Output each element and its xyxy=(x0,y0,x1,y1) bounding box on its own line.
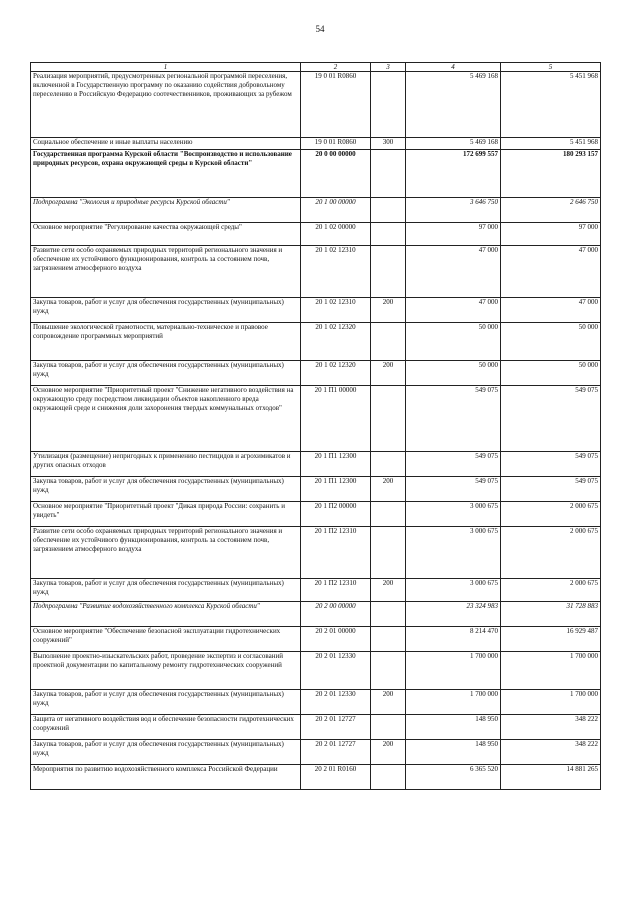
header-col-5: 5 xyxy=(501,63,601,72)
row-name-cell: Повышение экологической грамотности, материально-техническое и правовое сопровождение программных мероприятий xyxy=(31,323,301,361)
row-value-2021-cell: 14 881 265 xyxy=(501,765,601,790)
table-row xyxy=(31,652,601,690)
row-value-2020-cell: 3 000 675 xyxy=(406,579,501,602)
row-value-2020-cell: 5 469 168 xyxy=(406,72,501,138)
row-value-2021-cell: 2 000 675 xyxy=(501,502,601,527)
table-row xyxy=(31,361,601,386)
row-value-2020-cell: 8 214 470 xyxy=(406,627,501,652)
row-name-cell: Основное мероприятие "Обеспечение безопасной эксплуатации гидротехнических сооружений" xyxy=(31,627,301,652)
row-name-cell: Основное мероприятие "Приоритетный проект "Дикая природа России: сохранить и увидеть" xyxy=(31,502,301,527)
row-name-cell: Защита от негативного воздействия вод и обеспечение безопасности гидротехнических сооружений xyxy=(31,715,301,740)
table-row xyxy=(31,386,601,452)
row-name-cell: Социальное обеспечение и иные выплаты населению xyxy=(31,138,301,150)
row-code-cell: 20 2 01 12330 xyxy=(301,690,371,715)
table-row xyxy=(31,150,601,198)
row-code-cell: 20 1 02 12310 xyxy=(301,298,371,323)
header-row xyxy=(31,63,601,72)
row-value-2020-cell: 3 646 750 xyxy=(406,198,501,223)
row-code-cell: 20 1 00 00000 xyxy=(301,198,371,223)
row-code-cell: 20 2 00 00000 xyxy=(301,602,371,627)
row-group-cell xyxy=(371,386,406,452)
row-value-2021-cell: 348 222 xyxy=(501,715,601,740)
row-value-2021-cell: 180 293 157 xyxy=(501,150,601,198)
row-group-cell: 300 xyxy=(371,138,406,150)
table-row xyxy=(31,765,601,790)
row-name-cell: Закупка товаров, работ и услуг для обеспечения государственных (муниципальных) нужд xyxy=(31,361,301,386)
row-code-cell: 20 1 02 00000 xyxy=(301,223,371,246)
row-group-cell xyxy=(371,602,406,627)
row-value-2021-cell: 50 000 xyxy=(501,323,601,361)
row-value-2020-cell: 6 365 520 xyxy=(406,765,501,790)
row-value-2020-cell: 148 950 xyxy=(406,740,501,765)
table-row xyxy=(31,715,601,740)
table-row xyxy=(31,740,601,765)
row-value-2020-cell: 23 324 983 xyxy=(406,602,501,627)
row-value-2021-cell: 47 000 xyxy=(501,298,601,323)
row-value-2021-cell: 16 929 487 xyxy=(501,627,601,652)
row-group-cell: 200 xyxy=(371,298,406,323)
table-row xyxy=(31,323,601,361)
row-value-2020-cell: 3 000 675 xyxy=(406,527,501,579)
row-name-cell: Подпрограмма "Экология и природные ресурсы Курской области" xyxy=(31,198,301,223)
row-value-2021-cell: 549 075 xyxy=(501,386,601,452)
page-number: 54 xyxy=(315,24,325,34)
table-row xyxy=(31,138,601,150)
table-row xyxy=(31,223,601,246)
row-value-2020-cell: 1 700 000 xyxy=(406,652,501,690)
table-row xyxy=(31,579,601,602)
row-code-cell: 19 0 01 R0860 xyxy=(301,138,371,150)
table-row xyxy=(31,627,601,652)
row-value-2020-cell: 97 000 xyxy=(406,223,501,246)
row-group-cell xyxy=(371,502,406,527)
row-code-cell: 20 2 01 12727 xyxy=(301,740,371,765)
row-group-cell xyxy=(371,715,406,740)
row-value-2021-cell: 31 728 883 xyxy=(501,602,601,627)
row-group-cell xyxy=(371,652,406,690)
row-value-2021-cell: 2 000 675 xyxy=(501,527,601,579)
row-value-2020-cell: 549 075 xyxy=(406,452,501,477)
row-code-cell: 20 0 00 00000 xyxy=(301,150,371,198)
row-code-cell: 20 2 01 R0160 xyxy=(301,765,371,790)
table-row xyxy=(31,690,601,715)
row-value-2020-cell: 549 075 xyxy=(406,477,501,502)
row-code-cell: 20 1 П2 12310 xyxy=(301,579,371,602)
row-name-cell: Развитие сети особо охраняемых природных территорий регионального значения и обеспечение их устойчивого функционирования, контроль за состоянием почв, загрязнением атмосферного воздуха xyxy=(31,527,301,579)
row-value-2020-cell: 47 000 xyxy=(406,298,501,323)
row-group-cell: 200 xyxy=(371,361,406,386)
row-group-cell: 200 xyxy=(371,579,406,602)
row-value-2021-cell: 5 451 968 xyxy=(501,72,601,138)
row-group-cell xyxy=(371,223,406,246)
row-group-cell: 200 xyxy=(371,740,406,765)
row-code-cell: 20 2 01 12727 xyxy=(301,715,371,740)
row-code-cell: 20 1 П2 12310 xyxy=(301,527,371,579)
row-code-cell: 20 1 П1 00000 xyxy=(301,386,371,452)
row-value-2020-cell: 1 700 000 xyxy=(406,690,501,715)
row-value-2020-cell: 50 000 xyxy=(406,323,501,361)
row-name-cell: Подпрограмма "Развитие водохозяйственного комплекса Курской области" xyxy=(31,602,301,627)
table-row xyxy=(31,452,601,477)
row-code-cell: 19 0 01 R0860 xyxy=(301,72,371,138)
row-code-cell: 20 1 02 12320 xyxy=(301,361,371,386)
row-value-2021-cell: 549 075 xyxy=(501,477,601,502)
row-value-2021-cell: 1 700 000 xyxy=(501,652,601,690)
table-row xyxy=(31,502,601,527)
header-col-1: 1 xyxy=(31,63,301,72)
row-value-2020-cell: 549 075 xyxy=(406,386,501,452)
row-value-2020-cell: 5 469 168 xyxy=(406,138,501,150)
row-name-cell: Государственная программа Курской области "Воспроизводство и использование природных ресурсов, охрана окружающей среды в Курской области" xyxy=(31,150,301,198)
row-group-cell: 200 xyxy=(371,477,406,502)
row-value-2021-cell: 348 222 xyxy=(501,740,601,765)
row-group-cell: 200 xyxy=(371,690,406,715)
row-code-cell: 20 2 01 00000 xyxy=(301,627,371,652)
row-name-cell: Основное мероприятие "Регулирование качества окружающей среды" xyxy=(31,223,301,246)
row-value-2020-cell: 50 000 xyxy=(406,361,501,386)
row-code-cell: 20 1 П1 12300 xyxy=(301,477,371,502)
row-group-cell xyxy=(371,527,406,579)
table-row xyxy=(31,72,601,138)
row-value-2021-cell: 50 000 xyxy=(501,361,601,386)
table-row xyxy=(31,527,601,579)
row-code-cell: 20 1 02 12320 xyxy=(301,323,371,361)
row-name-cell: Закупка товаров, работ и услуг для обеспечения государственных (муниципальных) нужд xyxy=(31,298,301,323)
row-group-cell xyxy=(371,198,406,223)
row-name-cell: Закупка товаров, работ и услуг для обеспечения государственных (муниципальных) нужд xyxy=(31,579,301,602)
row-group-cell xyxy=(371,323,406,361)
row-value-2020-cell: 148 950 xyxy=(406,715,501,740)
row-code-cell: 20 1 02 12310 xyxy=(301,246,371,298)
row-value-2021-cell: 2 000 675 xyxy=(501,579,601,602)
row-code-cell: 20 1 П1 12300 xyxy=(301,452,371,477)
row-name-cell: Основное мероприятие "Приоритетный проект "Снижение негативного воздействия на окружающую среду посредством ликвидации объектов накопленного вреда окружающей среде и снижения доли захоронения твердых коммунальных отходов" xyxy=(31,386,301,452)
row-name-cell: Утилизация (размещение) непригодных к применению пестицидов и агрохимикатов и других опасных отходов xyxy=(31,452,301,477)
table-row xyxy=(31,298,601,323)
row-value-2021-cell: 1 700 000 xyxy=(501,690,601,715)
row-value-2021-cell: 549 075 xyxy=(501,452,601,477)
row-value-2020-cell: 172 699 557 xyxy=(406,150,501,198)
row-group-cell xyxy=(371,72,406,138)
row-name-cell: Развитие сети особо охраняемых природных территорий регионального значения и обеспечение их устойчивого функционирования, контроль за состоянием почв, загрязнением атмосферного воздуха xyxy=(31,246,301,298)
row-value-2020-cell: 47 000 xyxy=(406,246,501,298)
row-name-cell: Выполнение проектно-изыскательских работ, проведение экспертиз и согласований проектной документации по капитальному ремонту гидротехнических сооружений xyxy=(31,652,301,690)
table-row xyxy=(31,198,601,223)
row-group-cell xyxy=(371,150,406,198)
row-name-cell: Закупка товаров, работ и услуг для обеспечения государственных (муниципальных) нужд xyxy=(31,477,301,502)
row-group-cell xyxy=(371,627,406,652)
row-code-cell: 20 1 П2 00000 xyxy=(301,502,371,527)
budget-table xyxy=(30,62,601,790)
row-value-2021-cell: 2 646 750 xyxy=(501,198,601,223)
row-name-cell: Закупка товаров, работ и услуг для обеспечения государственных (муниципальных) нужд xyxy=(31,740,301,765)
row-group-cell xyxy=(371,452,406,477)
row-group-cell xyxy=(371,765,406,790)
row-name-cell: Реализация мероприятий, предусмотренных региональной программой переселения, включенной в Государственную программу по оказанию содействия добровольному переселению в Российскую Федерацию соотечественников, проживающих за рубежом xyxy=(31,72,301,138)
row-value-2021-cell: 97 000 xyxy=(501,223,601,246)
header-col-3: 3 xyxy=(371,63,406,72)
header-col-2: 2 xyxy=(301,63,371,72)
row-code-cell: 20 2 01 12330 xyxy=(301,652,371,690)
table-row xyxy=(31,246,601,298)
table-row xyxy=(31,477,601,502)
row-value-2021-cell: 5 451 968 xyxy=(501,138,601,150)
row-group-cell xyxy=(371,246,406,298)
table-row xyxy=(31,602,601,627)
row-name-cell: Мероприятия по развитию водохозяйственного комплекса Российской Федерации xyxy=(31,765,301,790)
row-value-2021-cell: 47 000 xyxy=(501,246,601,298)
row-name-cell: Закупка товаров, работ и услуг для обеспечения государственных (муниципальных) нужд xyxy=(31,690,301,715)
row-value-2020-cell: 3 000 675 xyxy=(406,502,501,527)
header-col-4: 4 xyxy=(406,63,501,72)
